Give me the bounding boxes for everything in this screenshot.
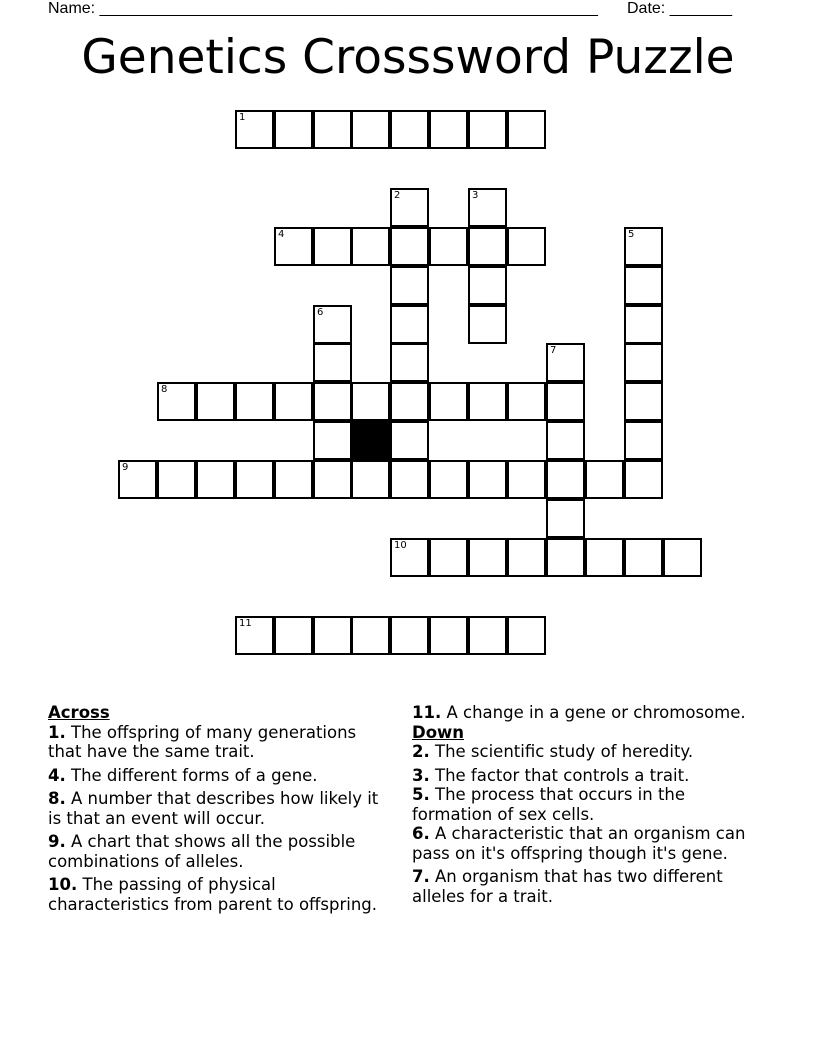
crossword-cell[interactable]: [235, 460, 274, 499]
crossword-cell[interactable]: [313, 343, 352, 382]
clue-across-10: [48, 875, 388, 914]
clue-number: 10.: [48, 875, 78, 894]
crossword-cell[interactable]: [585, 460, 624, 499]
crossword-cell[interactable]: [157, 460, 196, 499]
crossword-cell[interactable]: [468, 110, 507, 149]
crossword-cell[interactable]: [468, 538, 507, 577]
crossword-cell[interactable]: [585, 538, 624, 577]
clue-text: A characteristic that an organism can pass on it's offspring though it's gene.: [412, 824, 746, 863]
crossword-cell[interactable]: [624, 421, 663, 460]
crossword-cell[interactable]: [390, 382, 429, 421]
clue-down-7: [412, 867, 762, 906]
cell-number: 10: [394, 540, 407, 551]
crossword-cell[interactable]: [274, 382, 313, 421]
crossword-cell[interactable]: [546, 382, 585, 421]
crossword-cell[interactable]: [429, 538, 468, 577]
crossword-cell[interactable]: [390, 421, 429, 460]
across-heading: Across: [48, 703, 110, 722]
clue-number: 5.: [412, 785, 430, 804]
crossword-cell[interactable]: [235, 110, 274, 149]
page-title: Genetics Crosssword Puzzle: [81, 30, 735, 85]
crossword-cell[interactable]: [429, 460, 468, 499]
crossword-cell[interactable]: [624, 227, 663, 266]
clue-number: 3.: [412, 765, 430, 785]
crossword-cell[interactable]: [390, 305, 429, 344]
crossword-cell[interactable]: [351, 616, 390, 655]
crossword-cell[interactable]: [235, 382, 274, 421]
crossword-cell[interactable]: [235, 616, 274, 655]
crossword-cell[interactable]: [468, 305, 507, 344]
crossword-cell[interactable]: [507, 460, 546, 499]
clue-text: The offspring of many generations that have the same trait.: [48, 722, 357, 761]
clue-text: A change in a gene or chromosome.: [446, 703, 746, 722]
crossword-cell[interactable]: [429, 616, 468, 655]
clue-number: 7.: [412, 867, 430, 886]
crossword-cell[interactable]: [196, 460, 235, 499]
crossword-cell[interactable]: [196, 382, 235, 421]
crossword-cell[interactable]: [468, 188, 507, 227]
crossword-cell[interactable]: [313, 421, 352, 460]
crossword-cell[interactable]: [468, 382, 507, 421]
crossword-cell[interactable]: [157, 382, 196, 421]
cell-number: 5: [628, 229, 635, 240]
clue-number: 11.: [412, 703, 442, 722]
clue-text: The scientific study of heredity.: [435, 742, 694, 761]
crossword-cell[interactable]: [468, 227, 507, 266]
crossword-cell[interactable]: [313, 227, 352, 266]
crossword-cell[interactable]: [624, 266, 663, 305]
crossword-cell[interactable]: [546, 421, 585, 460]
crossword-cell[interactable]: [351, 110, 390, 149]
clue-across-1: [48, 723, 388, 762]
crossword-cell[interactable]: [507, 616, 546, 655]
crossword-cell[interactable]: [274, 227, 313, 266]
clue-number: 9.: [48, 832, 66, 851]
down-heading: Down: [412, 722, 465, 742]
clue-down-5: [412, 785, 762, 824]
date-field-label: Date: _______: [627, 0, 732, 17]
crossword-cell[interactable]: [390, 538, 429, 577]
clue-number: 1.: [48, 722, 66, 742]
crossword-cell[interactable]: [313, 305, 352, 344]
clue-down-3: [412, 766, 762, 786]
crossword-cell[interactable]: [624, 460, 663, 499]
clues-right-column: [412, 703, 762, 910]
cell-number: 2: [394, 190, 401, 201]
crossword-cell[interactable]: [118, 460, 157, 499]
crossword-cell[interactable]: [624, 382, 663, 421]
clue-text: A chart that shows all the possible combinations of alleles.: [48, 832, 356, 871]
cell-number: 6: [317, 307, 324, 318]
crossword-cell[interactable]: [546, 499, 585, 538]
clues-left-column: [48, 703, 388, 918]
crossword-cell[interactable]: [507, 227, 546, 266]
clue-down-6: [412, 824, 762, 863]
crossword-cell[interactable]: [390, 460, 429, 499]
crossword-cell[interactable]: [390, 227, 429, 266]
crossword-cell[interactable]: [313, 460, 352, 499]
clue-number: 6.: [412, 824, 430, 843]
clue-across-4: [48, 766, 388, 786]
crossword-cell[interactable]: [390, 110, 429, 149]
crossword-cell[interactable]: [313, 616, 352, 655]
crossword-cell[interactable]: [313, 382, 352, 421]
cell-number: 3: [472, 190, 479, 201]
crossword-cell[interactable]: [274, 110, 313, 149]
crossword-black-cell: [351, 421, 390, 460]
cell-number: 9: [122, 462, 129, 473]
crossword-cell[interactable]: [624, 343, 663, 382]
clue-text: A number that describes how likely it is that an event will occur.: [48, 789, 379, 828]
clue-down-2: [412, 742, 762, 762]
crossword-cell[interactable]: [624, 305, 663, 344]
cell-number: 7: [550, 345, 557, 356]
cell-number: 11: [239, 618, 252, 629]
crossword-cell[interactable]: [468, 460, 507, 499]
clue-text: The passing of physical characteristics from parent to offspring.: [48, 875, 378, 914]
crossword-cell[interactable]: [507, 110, 546, 149]
crossword-cell[interactable]: [468, 616, 507, 655]
crossword-cell[interactable]: [390, 188, 429, 227]
clue-across-8: [48, 789, 388, 828]
crossword-cell[interactable]: [429, 382, 468, 421]
clue-text: The different forms of a gene.: [71, 765, 318, 785]
name-field-label: Name: ________________________________________________________: [48, 0, 598, 17]
clue-text: The factor that controls a trait.: [435, 765, 690, 785]
crossword-cell[interactable]: [546, 343, 585, 382]
crossword-cell[interactable]: [468, 266, 507, 305]
crossword-cell[interactable]: [390, 266, 429, 305]
crossword-cell[interactable]: [546, 460, 585, 499]
crossword-cell[interactable]: [546, 538, 585, 577]
crossword-cell[interactable]: [390, 343, 429, 382]
crossword-cell[interactable]: [313, 110, 352, 149]
crossword-cell[interactable]: [429, 227, 468, 266]
clue-text: The process that occurs in the formation of sex cells.: [412, 785, 686, 824]
crossword-cell[interactable]: [390, 616, 429, 655]
clue-number: 4.: [48, 765, 66, 785]
crossword-cell[interactable]: [274, 616, 313, 655]
cell-number: 4: [278, 229, 285, 240]
crossword-cell[interactable]: [274, 460, 313, 499]
cell-number: 1: [239, 112, 246, 123]
crossword-cell[interactable]: [624, 538, 663, 577]
crossword-cell[interactable]: [429, 110, 468, 149]
crossword-cell[interactable]: [507, 382, 546, 421]
clue-number: 2.: [412, 742, 430, 761]
crossword-cell[interactable]: [507, 538, 546, 577]
cell-number: 8: [161, 384, 168, 395]
crossword-cell[interactable]: [351, 227, 390, 266]
clue-across-9: [48, 832, 388, 871]
crossword-cell[interactable]: [351, 382, 390, 421]
clue-number: 8.: [48, 789, 66, 808]
crossword-cell[interactable]: [663, 538, 702, 577]
crossword-cell[interactable]: [351, 460, 390, 499]
clue-across-11: [412, 703, 762, 723]
clue-text: An organism that has two different alleles for a trait.: [412, 867, 723, 906]
